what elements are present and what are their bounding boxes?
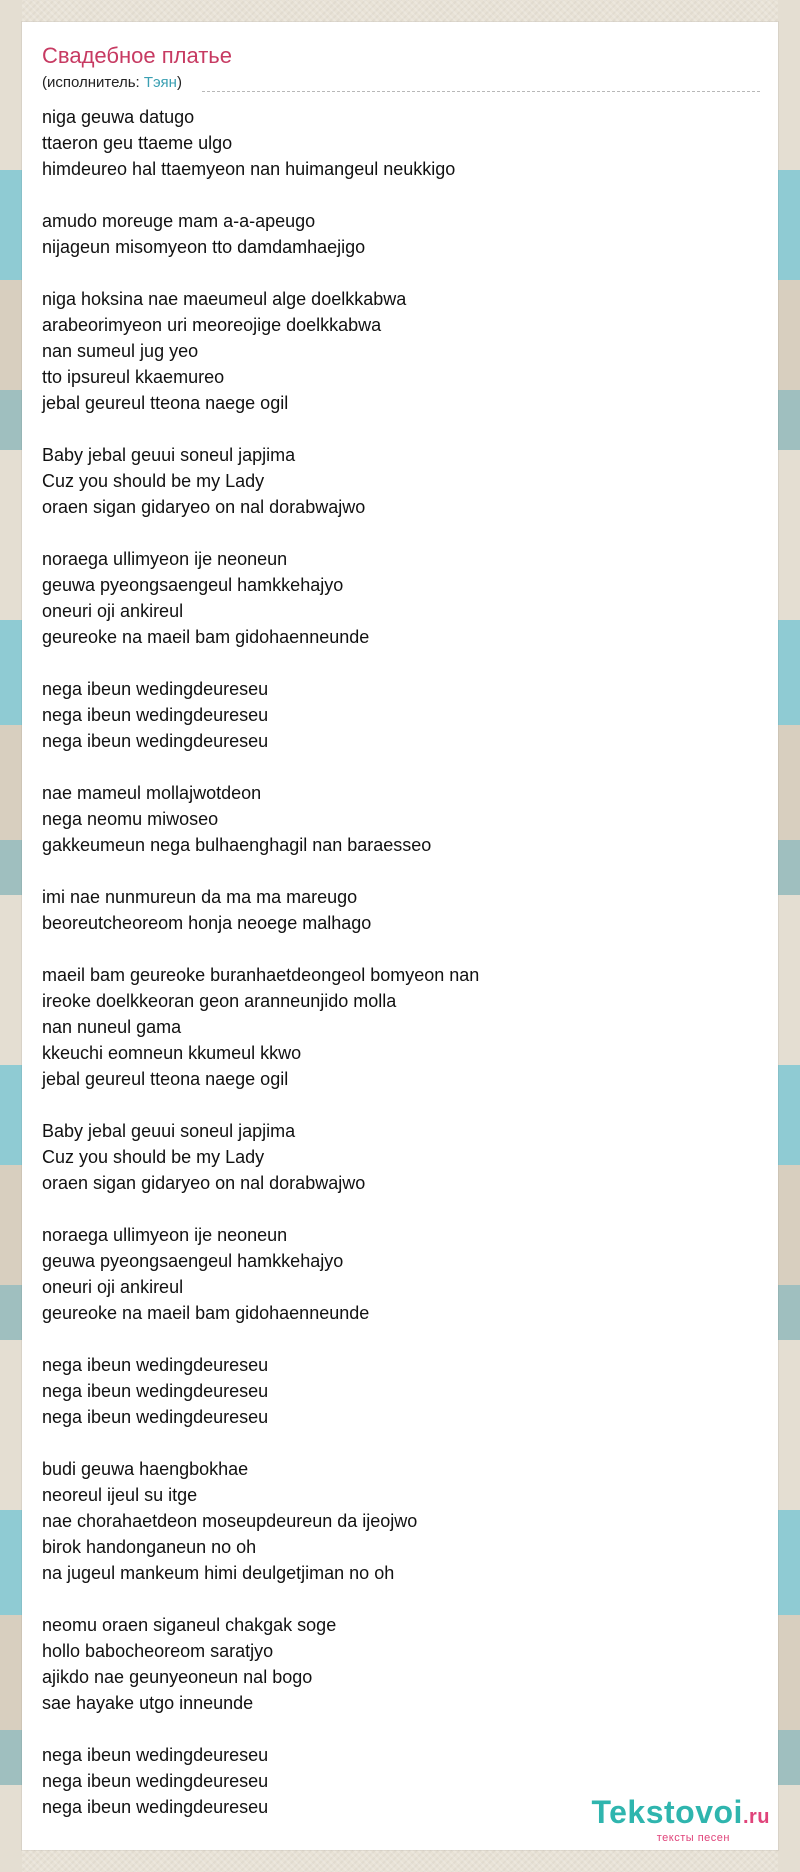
lyric-line: nan sumeul jug yeo bbox=[42, 341, 199, 361]
stanza bbox=[42, 442, 479, 520]
lyric-line: nega ibeun wedingdeureseu bbox=[42, 1745, 269, 1765]
logo-tld: .ru bbox=[742, 1806, 770, 1828]
lyric-line: beoreutcheoreom honja neoege malhago bbox=[42, 913, 372, 933]
lyric-line: nega neomu miwoseo bbox=[42, 809, 219, 829]
lyric-line: geureoke na maeil bam gidohaenneunde bbox=[42, 627, 370, 647]
lyric-line: sae hayake utgo inneunde bbox=[42, 1693, 254, 1713]
lyric-line: himdeureo hal ttaemyeon nan huimangeul neukkigo bbox=[42, 159, 456, 179]
lyric-line: ajikdo nae geunyeoneun nal bogo bbox=[42, 1667, 313, 1687]
lyric-line: nan nuneul gama bbox=[42, 1017, 182, 1037]
lyrics-card bbox=[22, 22, 778, 1850]
lyric-line: ttaeron geu ttaeme ulgo bbox=[42, 133, 233, 153]
artist-link[interactable]: Тэян bbox=[143, 74, 177, 91]
lyric-line: geuwa pyeongsaengeul hamkkehajyo bbox=[42, 575, 344, 595]
stanza bbox=[42, 208, 479, 260]
lyric-line: noraega ullimyeon ije neoneun bbox=[42, 549, 288, 569]
stanza bbox=[42, 1742, 479, 1820]
lyric-line: nega ibeun wedingdeureseu bbox=[42, 1407, 269, 1427]
lyric-line: gakkeumeun nega bulhaenghagil nan baraesseo bbox=[42, 835, 432, 855]
right-stripes bbox=[778, 0, 800, 1872]
lyric-line: nega ibeun wedingdeureseu bbox=[42, 705, 269, 725]
lyric-line: niga hoksina nae maeumeul alge doelkkabwa bbox=[42, 289, 407, 309]
dotted-divider bbox=[202, 91, 760, 92]
stanza bbox=[42, 1456, 479, 1586]
lyric-line: budi geuwa haengbokhae bbox=[42, 1459, 249, 1479]
logo-name: Tekstovoi bbox=[591, 1794, 743, 1830]
stanza bbox=[42, 884, 479, 936]
lyric-line: neoreul ijeul su itge bbox=[42, 1485, 198, 1505]
lyric-line: hollo babocheoreom saratjyo bbox=[42, 1641, 274, 1661]
lyric-line: niga geuwa datugo bbox=[42, 107, 195, 127]
lyric-line: geureoke na maeil bam gidohaenneunde bbox=[42, 1303, 370, 1323]
stanza bbox=[42, 676, 479, 754]
lyric-line: nega ibeun wedingdeureseu bbox=[42, 731, 269, 751]
lyrics-body bbox=[42, 104, 479, 1846]
lyric-line: Baby jebal geuui soneul japjima bbox=[42, 1121, 296, 1141]
lyric-line: imi nae nunmureun da ma ma mareugo bbox=[42, 887, 358, 907]
stanza bbox=[42, 962, 479, 1092]
lyric-line: noraega ullimyeon ije neoneun bbox=[42, 1225, 288, 1245]
left-stripes bbox=[0, 0, 22, 1872]
lyric-line: oraen sigan gidaryeo on nal dorabwajwo bbox=[42, 1173, 366, 1193]
stanza bbox=[42, 286, 479, 416]
lyric-line: nega ibeun wedingdeureseu bbox=[42, 1797, 269, 1817]
lyric-line: nae chorahaetdeon moseupdeureun da ijeojwo bbox=[42, 1511, 418, 1531]
lyric-line: amudo moreuge mam a-a-apeugo bbox=[42, 211, 316, 231]
lyric-line: nae mameul mollajwotdeon bbox=[42, 783, 262, 803]
stanza bbox=[42, 546, 479, 650]
lyric-line: neomu oraen siganeul chakgak soge bbox=[42, 1615, 337, 1635]
lyric-line: na jugeul mankeum himi deulgetjiman no oh bbox=[42, 1563, 395, 1583]
lyric-line: geuwa pyeongsaengeul hamkkehajyo bbox=[42, 1251, 344, 1271]
lyric-line: arabeorimyeon uri meoreojige doelkkabwa bbox=[42, 315, 382, 335]
lyric-line: Baby jebal geuui soneul japjima bbox=[42, 445, 296, 465]
song-title: Свадебное платье bbox=[42, 43, 232, 68]
lyric-line: nega ibeun wedingdeureseu bbox=[42, 1771, 269, 1791]
lyric-line: oneuri oji ankireul bbox=[42, 601, 184, 621]
lyric-line: jebal geureul tteona naege ogil bbox=[42, 393, 289, 413]
logo-tagline: тексты песен bbox=[656, 1832, 730, 1844]
lyric-line: jebal geureul tteona naege ogil bbox=[42, 1069, 289, 1089]
stanza bbox=[42, 104, 479, 182]
lyric-line: oraen sigan gidaryeo on nal dorabwajwo bbox=[42, 497, 366, 517]
site-logo[interactable] bbox=[591, 1795, 770, 1844]
lyric-line: oneuri oji ankireul bbox=[42, 1277, 184, 1297]
lyric-line: birok handonganeun no oh bbox=[42, 1537, 257, 1557]
lyric-line: nijageun misomyeon tto damdamhaejigo bbox=[42, 237, 366, 257]
stanza bbox=[42, 780, 479, 858]
lyric-line: maeil bam geureoke buranhaetdeongeol bomyeon nan bbox=[42, 965, 480, 985]
lyric-line: ireoke doelkkeoran geon aranneunjido molla bbox=[42, 991, 397, 1011]
artist-line bbox=[42, 74, 182, 91]
lyric-line: tto ipsureul kkaemureo bbox=[42, 367, 225, 387]
artist-suffix: ) bbox=[176, 74, 182, 91]
stanza bbox=[42, 1118, 479, 1196]
lyric-line: nega ibeun wedingdeureseu bbox=[42, 679, 269, 699]
artist-prefix: (исполнитель: bbox=[42, 74, 144, 91]
stanza bbox=[42, 1222, 479, 1326]
lyric-line: nega ibeun wedingdeureseu bbox=[42, 1381, 269, 1401]
stanza bbox=[42, 1612, 479, 1716]
lyric-line: Cuz you should be my Lady bbox=[42, 471, 265, 491]
lyric-line: Cuz you should be my Lady bbox=[42, 1147, 265, 1167]
lyric-line: kkeuchi eomneun kkumeul kkwo bbox=[42, 1043, 302, 1063]
stanza bbox=[42, 1352, 479, 1430]
lyric-line: nega ibeun wedingdeureseu bbox=[42, 1355, 269, 1375]
